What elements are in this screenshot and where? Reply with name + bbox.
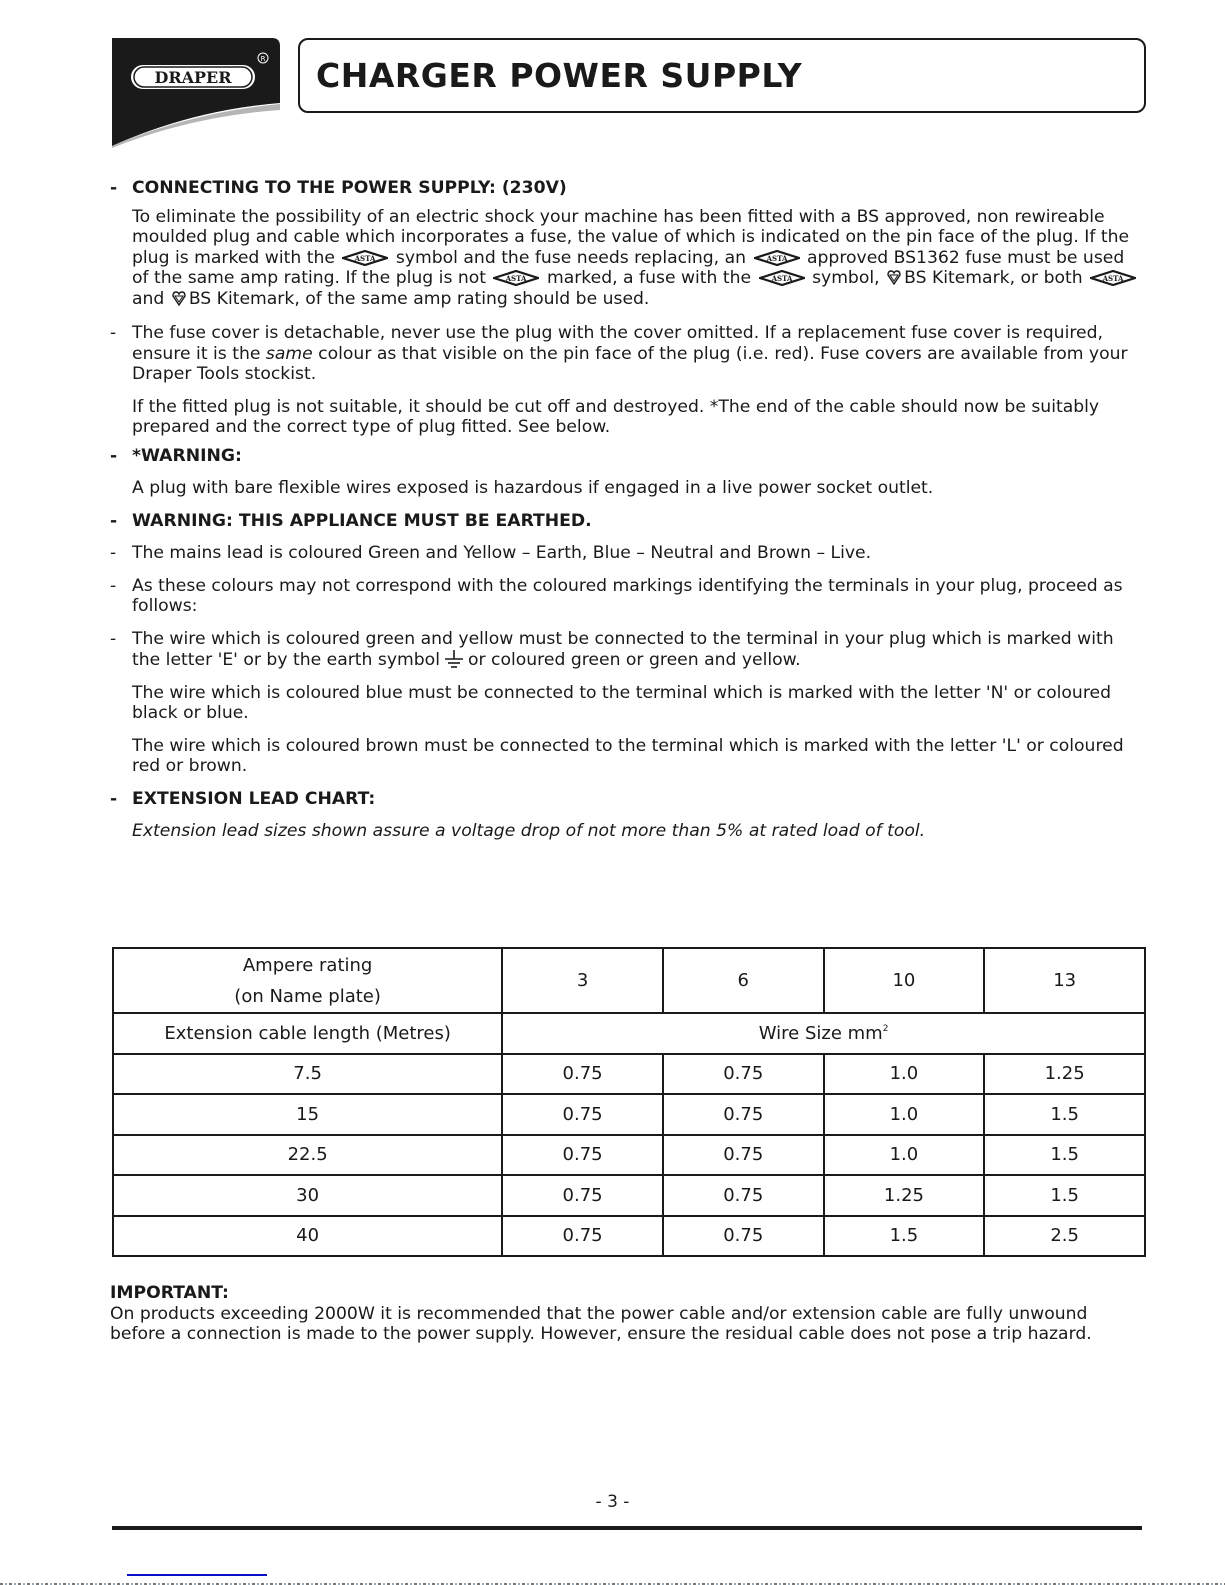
page-title: CHARGER POWER SUPPLY bbox=[316, 56, 803, 95]
table-subheader-row bbox=[113, 1013, 1145, 1054]
fitted-plug-paragraph: If the fitted plug is not suitable, it should be cut off and destroyed. *The end of the cable should now be suitably prepared and the correct type of plug fitted. See below. bbox=[132, 396, 1100, 437]
size-cell: 2.5 bbox=[984, 1216, 1145, 1257]
fuse-cover-item: - The fuse cover is detachable, never use the plug with the cover omitted. If a replacement fuse cover is required, ensure it is the same colour as that visible on the pin face of the plug (i.e. red). Fuse covers are available from your Draper Tools stockist. bbox=[110, 323, 1128, 384]
table-row bbox=[113, 1054, 1145, 1095]
size-cell: 0.75 bbox=[663, 1216, 824, 1257]
important-text: On products exceeding 2000W it is recommended that the power cable and/or extension cable are fully unwound before a connection is made to the power supply. However, ensure the residual cable does not pose a trip hazard. bbox=[110, 1303, 1092, 1344]
size-cell: 1.5 bbox=[984, 1135, 1145, 1176]
colours-note-item: - As these colours may not correspond with the coloured markings identifying the terminals in your plug, proceed as follows: bbox=[110, 575, 1123, 616]
asta-symbol-icon bbox=[754, 250, 800, 266]
size-cell: 1.0 bbox=[824, 1094, 985, 1135]
asta-symbol-icon bbox=[493, 270, 539, 286]
ampere-value: 13 bbox=[984, 948, 1145, 1013]
length-label: Extension cable length (Metres) bbox=[113, 1013, 502, 1054]
brown-wire-paragraph: The wire which is coloured brown must be connected to the terminal which is marked with the letter 'L' or coloured red or brown. bbox=[132, 735, 1124, 776]
length-cell: 30 bbox=[113, 1175, 502, 1216]
table-row bbox=[113, 1216, 1145, 1257]
table-row bbox=[113, 1175, 1145, 1216]
asta-symbol-icon bbox=[342, 250, 388, 266]
svg-text:R: R bbox=[260, 55, 266, 63]
table-row bbox=[113, 1094, 1145, 1135]
size-cell: 1.0 bbox=[824, 1054, 985, 1095]
table-row bbox=[113, 1135, 1145, 1176]
size-cell: 0.75 bbox=[502, 1175, 663, 1216]
size-cell: 0.75 bbox=[502, 1216, 663, 1257]
footer-rule bbox=[112, 1526, 1142, 1530]
length-cell: 22.5 bbox=[113, 1135, 502, 1176]
ampere-rating-label: Ampere rating (on Name plate) bbox=[113, 948, 502, 1013]
table-header-row bbox=[113, 948, 1145, 1013]
asta-symbol-icon bbox=[759, 270, 805, 286]
extension-chart-subheading: Extension lead sizes shown assure a voltage drop of not more than 5% at rated load of tool. bbox=[132, 821, 926, 841]
warning-text: A plug with bare flexible wires exposed is hazardous if engaged in a live power socket outlet. bbox=[132, 478, 934, 498]
earthed-warning: - WARNING: THIS APPLIANCE MUST BE EARTHED. bbox=[110, 510, 592, 531]
size-cell: 1.5 bbox=[824, 1216, 985, 1257]
ampere-value: 6 bbox=[663, 948, 824, 1013]
size-cell: 1.5 bbox=[984, 1175, 1145, 1216]
size-cell: 0.75 bbox=[663, 1054, 824, 1095]
extension-chart-heading: - EXTENSION LEAD CHART: bbox=[110, 788, 376, 809]
connecting-paragraph: To eliminate the possibility of an electric shock your machine has been fitted with a BS approved, non rewireable moulded plug and cable which incorporates a fuse, the value of which is indicated on the pin face of the plug. If the plug is marked with the symbol and the fuse needs replacing, an approved BS1362 fuse must be used of the same amp rating. If the plug is not marked, a fuse with the symbol, BS Kitemark, or both and BS Kitemark, of the same amp rating should be used. bbox=[110, 207, 1140, 310]
important-label: IMPORTANT: bbox=[110, 1283, 229, 1303]
size-cell: 1.5 bbox=[984, 1094, 1145, 1135]
size-cell: 0.75 bbox=[663, 1175, 824, 1216]
size-cell: 0.75 bbox=[502, 1094, 663, 1135]
draper-logo bbox=[112, 38, 284, 148]
extension-lead-table bbox=[112, 947, 1146, 1257]
mains-lead-item: - The mains lead is coloured Green and Yellow – Earth, Blue – Neutral and Brown – Live. bbox=[110, 543, 872, 563]
wire-size-label: Wire Size $mm^2$ bbox=[502, 1013, 1145, 1054]
page-title-box bbox=[298, 38, 1146, 113]
bs-kitemark-icon bbox=[887, 270, 901, 285]
size-cell: 1.0 bbox=[824, 1135, 985, 1176]
important-note bbox=[110, 1283, 1140, 1345]
asta-symbol-icon bbox=[1090, 270, 1136, 286]
earth-symbol-icon bbox=[443, 649, 465, 669]
earth-wire-item: - The wire which is coloured green and yellow must be connected to the terminal in your plug which is marked with the letter 'E' or by the earth symbol or coloured green or green and yellow. bbox=[110, 628, 1114, 670]
size-cell: 1.25 bbox=[824, 1175, 985, 1216]
footer-link-underline[interactable] bbox=[127, 1574, 267, 1576]
ampere-value: 3 bbox=[502, 948, 663, 1013]
svg-text:DRAPER: DRAPER bbox=[154, 68, 232, 87]
ampere-value: 10 bbox=[824, 948, 985, 1013]
instructions-body bbox=[110, 178, 1140, 842]
warning-heading: - *WARNING: bbox=[110, 445, 242, 466]
page-number: - 3 - bbox=[595, 1492, 630, 1512]
size-cell: 0.75 bbox=[502, 1054, 663, 1095]
size-cell: 0.75 bbox=[663, 1135, 824, 1176]
length-cell: 15 bbox=[113, 1094, 502, 1135]
size-cell: 0.75 bbox=[502, 1135, 663, 1176]
section-heading-connecting: - CONNECTING TO THE POWER SUPPLY: (230V) bbox=[110, 178, 567, 198]
length-cell: 7.5 bbox=[113, 1054, 502, 1095]
bs-kitemark-icon bbox=[172, 291, 186, 306]
size-cell: 0.75 bbox=[663, 1094, 824, 1135]
length-cell: 40 bbox=[113, 1216, 502, 1257]
size-cell: 1.25 bbox=[984, 1054, 1145, 1095]
blue-wire-paragraph: The wire which is coloured blue must be connected to the terminal which is marked with the letter 'N' or coloured black or blue. bbox=[132, 682, 1111, 723]
